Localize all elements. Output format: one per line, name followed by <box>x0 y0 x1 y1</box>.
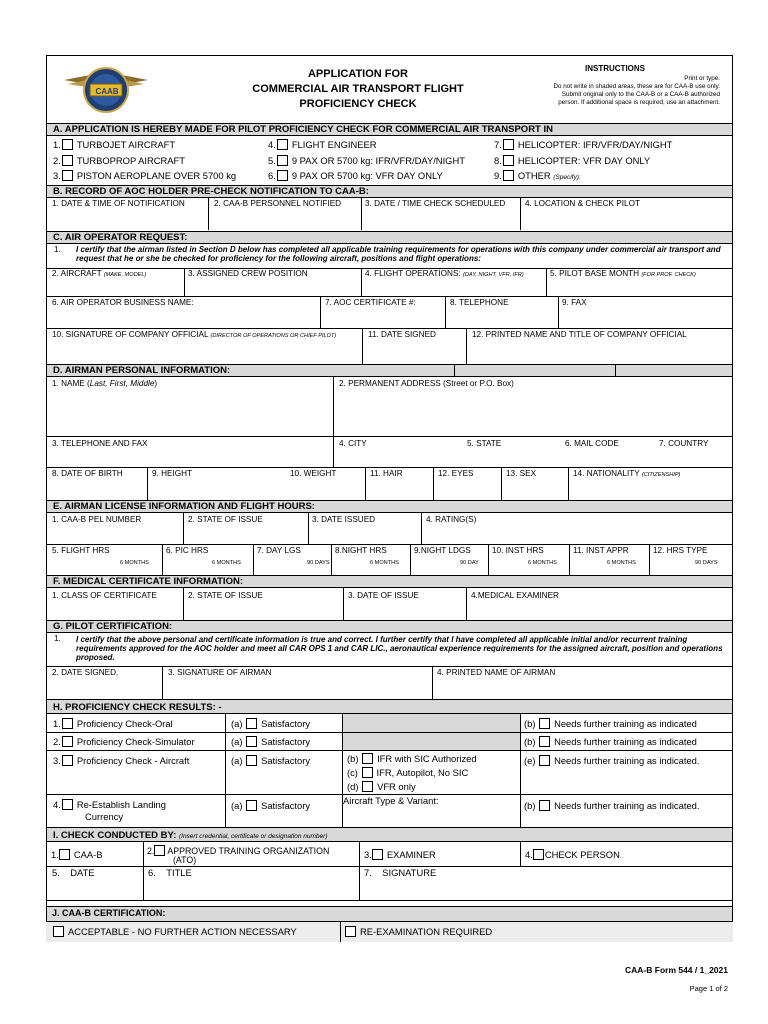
divider <box>183 513 184 544</box>
9pax-ifr-checkbox[interactable] <box>277 155 288 166</box>
turbojet-checkbox[interactable] <box>62 139 73 150</box>
option-number: 7. <box>494 139 502 150</box>
row-number: 4. <box>53 799 61 810</box>
divider <box>501 467 502 500</box>
choice-label: Satisfactory <box>261 800 311 811</box>
divider <box>46 296 733 297</box>
aircraft-type-variant-field[interactable]: Aircraft Type & Variant: <box>343 795 439 806</box>
page-number: Page 1 of 2 <box>689 984 728 993</box>
option-piston[interactable] <box>53 170 236 181</box>
ifr-autopilot-checkbox[interactable] <box>362 767 373 778</box>
form-title-line-2: COMMERCIAL AIR TRANSPORT FLIGHT <box>252 83 464 95</box>
divider <box>225 714 226 827</box>
hrs-type-period: 90 DAYS <box>695 560 718 566</box>
option-label: CAA-B <box>73 849 103 860</box>
divider <box>147 467 148 500</box>
location-check-pilot-field[interactable]: 4. LOCATION & CHECK PILOT <box>525 199 640 208</box>
divider <box>343 588 344 620</box>
row-number: 3. <box>53 755 61 766</box>
section-j-title: J. CAA-B CERTIFICATION: <box>52 908 166 918</box>
divider <box>46 732 733 733</box>
city-field[interactable]: 4. CITY <box>339 439 367 448</box>
divider <box>615 364 616 377</box>
flight-hrs-field[interactable]: 5. FLIGHT HRS <box>52 546 110 555</box>
landing-currency-row[interactable] <box>53 799 166 810</box>
helicopter-ifr-checkbox[interactable] <box>503 139 514 150</box>
telephone-field[interactable]: 8. TELEPHONE <box>450 298 509 307</box>
field-number: 5. <box>52 867 60 878</box>
choice-label: VFR only <box>377 781 416 792</box>
divider <box>410 544 411 575</box>
choice-label: Needs further training as indicated. <box>554 755 700 766</box>
pilot-base-month-field[interactable] <box>550 269 696 280</box>
choice-letter: (b) <box>524 736 536 747</box>
day-ldgs-field[interactable]: 7. DAY LGS <box>257 546 301 555</box>
divider <box>320 296 321 328</box>
form-title-line-1: APPLICATION FOR <box>307 68 408 80</box>
form-title-line-3: PROFICIENCY CHECK <box>299 98 417 110</box>
divider <box>546 268 547 296</box>
choice-letter: (b) <box>524 800 536 811</box>
option-number: 3. <box>53 170 61 181</box>
acceptable-option[interactable] <box>52 926 297 937</box>
company-signature-label: 10. SIGNATURE OF COMPANY OFFICIAL <box>52 330 209 339</box>
option-number: 2. <box>147 846 155 856</box>
company-signature-hint: (DIRECTOR OF OPERATIONS OR CHIEF PILOT) <box>210 333 337 339</box>
option-number: 5. <box>268 155 276 166</box>
divider <box>361 268 362 296</box>
conducted-ato-checkbox[interactable] <box>154 845 165 856</box>
date-issued-field[interactable]: 3. DATE ISSUED <box>312 515 376 524</box>
option-helicopter-vfr[interactable] <box>494 155 650 166</box>
divider <box>466 328 467 364</box>
divider <box>432 666 433 699</box>
option-label: OTHER <box>517 170 551 181</box>
medical-examiner-field[interactable]: 4.MEDICAL EXAMINER <box>471 591 559 600</box>
eyes-field[interactable]: 12. EYES <box>438 469 474 478</box>
option-turboprop[interactable] <box>53 155 185 166</box>
name-label-end: ) <box>154 379 158 388</box>
divider <box>520 714 521 827</box>
divider <box>568 467 569 500</box>
choice-label: IFR with SIC Authorized <box>377 753 477 764</box>
option-helicopter-ifr[interactable] <box>494 139 672 150</box>
row-label: Proficiency Check-Oral <box>76 718 173 729</box>
divider <box>46 467 733 468</box>
caab-logo <box>60 60 152 116</box>
divider <box>421 513 422 544</box>
divider <box>488 544 489 575</box>
certificate-class-field[interactable]: 1. CLASS OF CERTIFICATE <box>52 591 157 600</box>
divider <box>454 364 455 377</box>
simulator-needs-training-checkbox[interactable] <box>539 736 550 747</box>
date-of-birth-field[interactable]: 8. DATE OF BIRTH <box>52 469 123 478</box>
choice-letter: (a) <box>231 800 243 811</box>
landing-currency-checkbox[interactable] <box>62 799 73 810</box>
aircraft-hint: (MAKE, MODEL) <box>103 272 147 278</box>
option-number: 9. <box>494 170 502 181</box>
ifr-sic-checkbox[interactable] <box>362 753 373 764</box>
pilot-base-month-hint: (FOR PROF. CHECK) <box>641 272 696 278</box>
section-f-title: F. MEDICAL CERTIFICATE INFORMATION: <box>46 575 733 588</box>
aircraft-label: 2. AIRCRAFT <box>52 269 102 278</box>
pic-hrs-period: 6 MONTHS <box>212 560 241 566</box>
divider <box>46 328 733 329</box>
divider <box>331 544 332 575</box>
inst-hrs-field[interactable]: 10. INST HRS <box>492 546 544 555</box>
option-label: APPROVED TRAINING ORGANIZATION <box>167 846 330 856</box>
flight-operations-field[interactable] <box>365 269 524 280</box>
row-number: 1. <box>53 718 61 729</box>
oral-needs-training-checkbox[interactable] <box>539 718 550 729</box>
divider <box>162 666 163 699</box>
nationality-hint: (CITIZENSHIP) <box>641 472 681 478</box>
option-label: FLIGHT ENGINEER <box>291 139 377 150</box>
day-ldgs-period: 90 DAYS <box>307 560 330 566</box>
other-checkbox[interactable] <box>503 170 514 181</box>
check-scheduled-field[interactable]: 3. DATE / TIME CHECK SCHEDULED <box>365 199 506 208</box>
re-examination-option[interactable] <box>344 926 492 937</box>
choice-letter: (a) <box>231 718 243 729</box>
pic-hrs-field[interactable]: 6. PIC HRS <box>166 546 209 555</box>
conducted-caab-checkbox[interactable] <box>59 849 70 860</box>
instructions-title: INSTRUCTIONS <box>585 64 645 73</box>
divider <box>433 467 434 500</box>
choice-letter: (d) <box>347 781 359 792</box>
night-ldgs-field[interactable]: 9.NIGHT LDGS <box>414 546 471 555</box>
divider <box>162 544 163 575</box>
option-label: TURBOPROP AIRCRAFT <box>76 155 186 166</box>
country-field[interactable]: 7. COUNTRY <box>659 439 709 448</box>
option-number: 4. <box>525 849 533 860</box>
airman-signature-field[interactable]: 3. SIGNATURE OF AIRMAN <box>168 668 272 677</box>
divider <box>365 467 366 500</box>
option-label: CHECK PERSON <box>544 849 620 860</box>
divider <box>46 750 733 751</box>
instructions-line-4: person. If additional space is required, use an attachment. <box>558 99 720 106</box>
option-9pax-ifr[interactable] <box>268 155 465 166</box>
helicopter-vfr-checkbox[interactable] <box>503 155 514 166</box>
nationality-label: 14. NATIONALITY <box>573 469 640 478</box>
choice-letter: (a) <box>231 755 243 766</box>
divider <box>333 377 334 467</box>
flight-operations-hint: (DAY, NIGHT, VFR, IFR) <box>462 272 524 278</box>
instructions-line-3: Submit original only to the CAA-B or a CAA-B authorized <box>561 91 720 98</box>
field-number: 7. <box>364 867 372 878</box>
aircraft-needs-training[interactable] <box>524 755 699 766</box>
flight-operations-label: 4. FLIGHT OPERATIONS: <box>365 269 461 278</box>
aircraft-satisfactory[interactable] <box>231 755 310 766</box>
divider <box>253 544 254 575</box>
option-label: HELICOPTER: VFR DAY ONLY <box>517 155 651 166</box>
row-number: 2. <box>53 736 61 747</box>
option-label: EXAMINER <box>386 849 436 860</box>
section-e-title: E. AIRMAN LICENSE INFORMATION AND FLIGHT HOURS: <box>46 500 733 513</box>
divider <box>308 513 309 544</box>
night-hrs-field[interactable]: 8.NIGHT HRS <box>335 546 387 555</box>
oral-satisfactory[interactable] <box>231 718 310 729</box>
option-label: 9 PAX OR 5700 kg: IFR/VFR/DAY/NIGHT <box>291 155 465 166</box>
simulator-needs-training[interactable] <box>524 736 697 747</box>
date-signed-field[interactable]: 11. DATE SIGNED <box>368 330 436 339</box>
divider <box>359 842 360 900</box>
divider <box>208 198 209 230</box>
choice-label: Satisfactory <box>261 736 311 747</box>
turboprop-checkbox[interactable] <box>62 155 73 166</box>
simulator-check-checkbox[interactable] <box>62 736 73 747</box>
section-c-title: C. AIR OPERATOR REQUEST: <box>46 231 733 244</box>
section-a-title: A. APPLICATION IS HEREBY MADE FOR PILOT PROFICIENCY CHECK FOR COMMERCIAL AIR TRANSPORT IN <box>46 123 733 136</box>
inst-hrs-period: 6 MONTHS <box>528 560 557 566</box>
inst-appr-period: 6 MONTHS <box>607 560 636 566</box>
simulator-check-row[interactable] <box>53 736 195 747</box>
aircraft-field[interactable] <box>52 269 146 280</box>
option-label: PISTON AEROPLANE OVER 5700 kg <box>76 170 237 181</box>
aircraft-check-row[interactable] <box>53 755 189 766</box>
conducted-examiner[interactable] <box>364 849 436 860</box>
option-number: 1. <box>51 849 59 860</box>
inst-appr-field[interactable]: 11. INST APPR <box>573 546 629 555</box>
divider <box>649 544 650 575</box>
form-number: CAA-B Form 544 / 1_2021 <box>625 965 728 975</box>
landing-satisfactory[interactable] <box>231 800 310 811</box>
piston-checkbox[interactable] <box>62 170 73 181</box>
9pax-vfr-checkbox[interactable] <box>277 170 288 181</box>
instructions-line-1: Print or type. <box>684 75 720 82</box>
pilot-base-month-label: 5. PILOT BASE MONTH <box>550 269 640 278</box>
notification-datetime-field[interactable]: 1. DATE & TIME OF NOTIFICATION <box>52 199 185 208</box>
section-i-label: I. CHECK CONDUCTED BY: <box>53 830 177 841</box>
choice-label: Needs further training as indicated <box>554 718 697 729</box>
caab-personnel-field[interactable]: 2. CAA-B PERSONNEL NOTIFIED <box>214 199 342 208</box>
option-turbojet[interactable] <box>53 139 175 150</box>
airman-printed-name-field[interactable]: 4. PRINTED NAME OF AIRMAN <box>437 668 556 677</box>
medical-date-field[interactable]: 3. DATE OF ISSUE <box>348 591 419 600</box>
option-label: HELICOPTER: IFR/VFR/DAY/NIGHT <box>517 139 673 150</box>
option-label: RE-EXAMINATION REQUIRED <box>360 926 493 937</box>
choice-letter: (b) <box>524 718 536 729</box>
divider <box>184 268 185 296</box>
conductor-title-field[interactable] <box>148 868 192 878</box>
conductor-signature-field[interactable] <box>364 868 436 878</box>
option-number: 6. <box>268 170 276 181</box>
oral-needs-training[interactable] <box>524 718 697 729</box>
pel-number-field[interactable]: 1. CAA-B PEL NUMBER <box>52 515 142 524</box>
choice-letter: (e) <box>524 755 536 766</box>
landing-needs-training-checkbox[interactable] <box>539 800 550 811</box>
field-number: 6. <box>148 867 156 878</box>
flight-hrs-period: 6 MONTHS <box>120 560 149 566</box>
oral-check-checkbox[interactable] <box>62 718 73 729</box>
row-label: Proficiency Check - Aircraft <box>76 755 190 766</box>
hair-field[interactable]: 11. HAIR <box>370 469 403 478</box>
operator-certification-text: I certify that the airman listed in Section D below has completed all applicable training requirements for operations with this company under commercial air transport and request that he or she be checked for proficiency for the following aircraft, positions and flight operations: <box>76 245 721 263</box>
field-label: DATE <box>70 867 95 878</box>
row-label: Re-Establish Landing <box>76 799 166 810</box>
weight-field[interactable]: 10. WEIGHT <box>290 469 337 478</box>
business-name-field[interactable]: 6. AIR OPERATOR BUSINESS NAME: <box>52 298 194 307</box>
night-hrs-period: 6 MONTHS <box>370 560 399 566</box>
conducted-examiner-checkbox[interactable] <box>372 849 383 860</box>
fax-field[interactable]: 9. FAX <box>562 298 587 307</box>
permanent-address-field[interactable]: 2. PERMANENT ADDRESS (Street or P.O. Box) <box>339 379 514 388</box>
caab-logo-text: CAAB <box>95 87 119 96</box>
night-ldgs-period: 90 DAY <box>460 560 479 566</box>
aoc-certificate-field[interactable]: 7. AOC CERTIFICATE #: <box>325 298 416 307</box>
conducted-ato-line-2: (ATO) <box>173 855 197 865</box>
name-label: 1. NAME ( <box>52 379 90 388</box>
airman-date-signed-field[interactable]: 2. DATE SIGNED. <box>52 668 119 677</box>
aircraft-needs-training-checkbox[interactable] <box>539 755 550 766</box>
divider <box>183 588 184 620</box>
sex-field[interactable]: 13. SEX <box>506 469 537 478</box>
section-h-title: H. PROFICIENCY CHECK RESULTS: - <box>46 699 733 714</box>
section-g-title: G. PILOT CERTIFICATION: <box>46 620 733 633</box>
option-other[interactable] <box>494 170 581 183</box>
ifr-autopilot-option[interactable] <box>347 767 468 778</box>
name-hint: Last, First, Middle <box>89 379 155 388</box>
field-label: TITLE <box>166 867 192 878</box>
medical-state-field[interactable]: 2. STATE OF ISSUE <box>188 591 263 600</box>
divider <box>569 544 570 575</box>
divider <box>466 588 467 620</box>
divider <box>520 842 521 866</box>
hrs-type-field[interactable]: 12. HRS TYPE <box>653 546 708 555</box>
conducted-caab[interactable] <box>51 849 102 860</box>
divider <box>340 921 341 942</box>
ratings-field[interactable]: 4. RATING(S) <box>426 515 477 524</box>
divider <box>143 842 144 900</box>
choice-label: Satisfactory <box>261 755 311 766</box>
divider <box>361 198 362 230</box>
state-field[interactable]: 5. STATE <box>467 439 502 448</box>
landing-satisfactory-checkbox[interactable] <box>246 800 257 811</box>
section-i-title <box>46 827 733 842</box>
divider <box>558 296 559 328</box>
landing-currency-label-line-2: Currency <box>85 811 124 822</box>
choice-letter: (b) <box>347 753 359 764</box>
choice-label: Satisfactory <box>261 718 311 729</box>
airman-name-field[interactable] <box>52 379 157 389</box>
pilot-cert-number: 1. <box>54 634 61 643</box>
company-official-name-field[interactable]: 12. PRINTED NAME AND TITLE OF COMPANY OFFICIAL <box>472 330 687 339</box>
operator-cert-number: 1. <box>54 245 61 254</box>
option-label: 9 PAX OR 5700 kg: VFR DAY ONLY <box>291 170 443 181</box>
option-number: 1. <box>53 139 61 150</box>
divider <box>46 666 733 667</box>
divider <box>362 328 363 364</box>
license-state-field[interactable]: 2. STATE OF ISSUE <box>188 515 263 524</box>
company-signature-field[interactable] <box>52 330 357 341</box>
section-i-hint: (Insert credential, certificate or designation number) <box>178 833 328 840</box>
landing-needs-training[interactable] <box>524 800 699 811</box>
crew-position-field[interactable]: 3. ASSIGNED CREW POSITION <box>188 269 308 278</box>
flight-engineer-checkbox[interactable] <box>277 139 288 150</box>
simulator-satisfactory-checkbox[interactable] <box>246 736 257 747</box>
section-d-title: D. AIRMAN PERSONAL INFORMATION: <box>46 364 733 377</box>
divider <box>342 714 343 827</box>
divider <box>46 900 733 901</box>
airman-telephone-fax-field[interactable]: 3. TELEPHONE AND FAX <box>52 439 148 448</box>
oral-check-row[interactable] <box>53 718 173 729</box>
option-flight-engineer[interactable] <box>268 139 377 150</box>
mail-code-field[interactable]: 6. MAIL CODE <box>565 439 619 448</box>
oral-satisfactory-checkbox[interactable] <box>246 718 257 729</box>
row-label: Proficiency Check-Simulator <box>76 736 195 747</box>
divider <box>46 436 733 437</box>
divider <box>520 198 521 230</box>
ifr-sic-option[interactable] <box>347 753 477 764</box>
vfr-only-checkbox[interactable] <box>362 781 373 792</box>
option-number: 4. <box>268 139 276 150</box>
option-9pax-vfr[interactable] <box>268 170 443 181</box>
height-field[interactable]: 9. HEIGHT <box>152 469 193 478</box>
divider <box>46 544 733 545</box>
acceptable-checkbox[interactable] <box>53 926 64 937</box>
other-specify-hint: (Specify): <box>553 174 581 181</box>
choice-label: Needs further training as indicated <box>554 736 697 747</box>
section-b-title: B. RECORD OF AOC HOLDER PRE-CHECK NOTIFICATION TO CAA-B: <box>46 185 733 198</box>
choice-label: IFR, Autopilot, No SIC <box>376 767 469 778</box>
simulator-satisfactory[interactable] <box>231 736 310 747</box>
aircraft-check-checkbox[interactable] <box>62 755 73 766</box>
option-label: TURBOJET AIRCRAFT <box>76 139 176 150</box>
conducted-check-person[interactable] <box>525 849 620 860</box>
conducted-check-person-checkbox[interactable] <box>533 849 544 860</box>
divider <box>445 296 446 328</box>
option-number: 2. <box>53 155 61 166</box>
choice-label: Needs further training as indicated. <box>554 800 700 811</box>
re-examination-checkbox[interactable] <box>345 926 356 937</box>
option-label: ACCEPTABLE - NO FURTHER ACTION NECESSARY <box>68 926 297 937</box>
pilot-certification-text: I certify that the above personal and certificate information is true and correct. I further certify that I have completed all applicable initial and/or recurrent training requirements approved for the AOC holder and meet all CAR OPS 1 and CAR LIC., aeronautical experience requirements for the assigned aircraft, position and operations proposed. <box>76 635 723 662</box>
conductor-date-field[interactable] <box>52 868 95 878</box>
nationality-field[interactable] <box>573 469 680 480</box>
instructions-line-2: Do not write in shaded areas, these are for CAA-B use only. <box>553 83 720 90</box>
choice-letter: (a) <box>231 736 243 747</box>
option-number: 3. <box>364 849 372 860</box>
field-label: SIGNATURE <box>382 867 437 878</box>
choice-letter: (c) <box>347 767 358 778</box>
option-number: 8. <box>494 155 502 166</box>
vfr-only-option[interactable] <box>347 781 416 792</box>
aircraft-satisfactory-checkbox[interactable] <box>246 755 257 766</box>
